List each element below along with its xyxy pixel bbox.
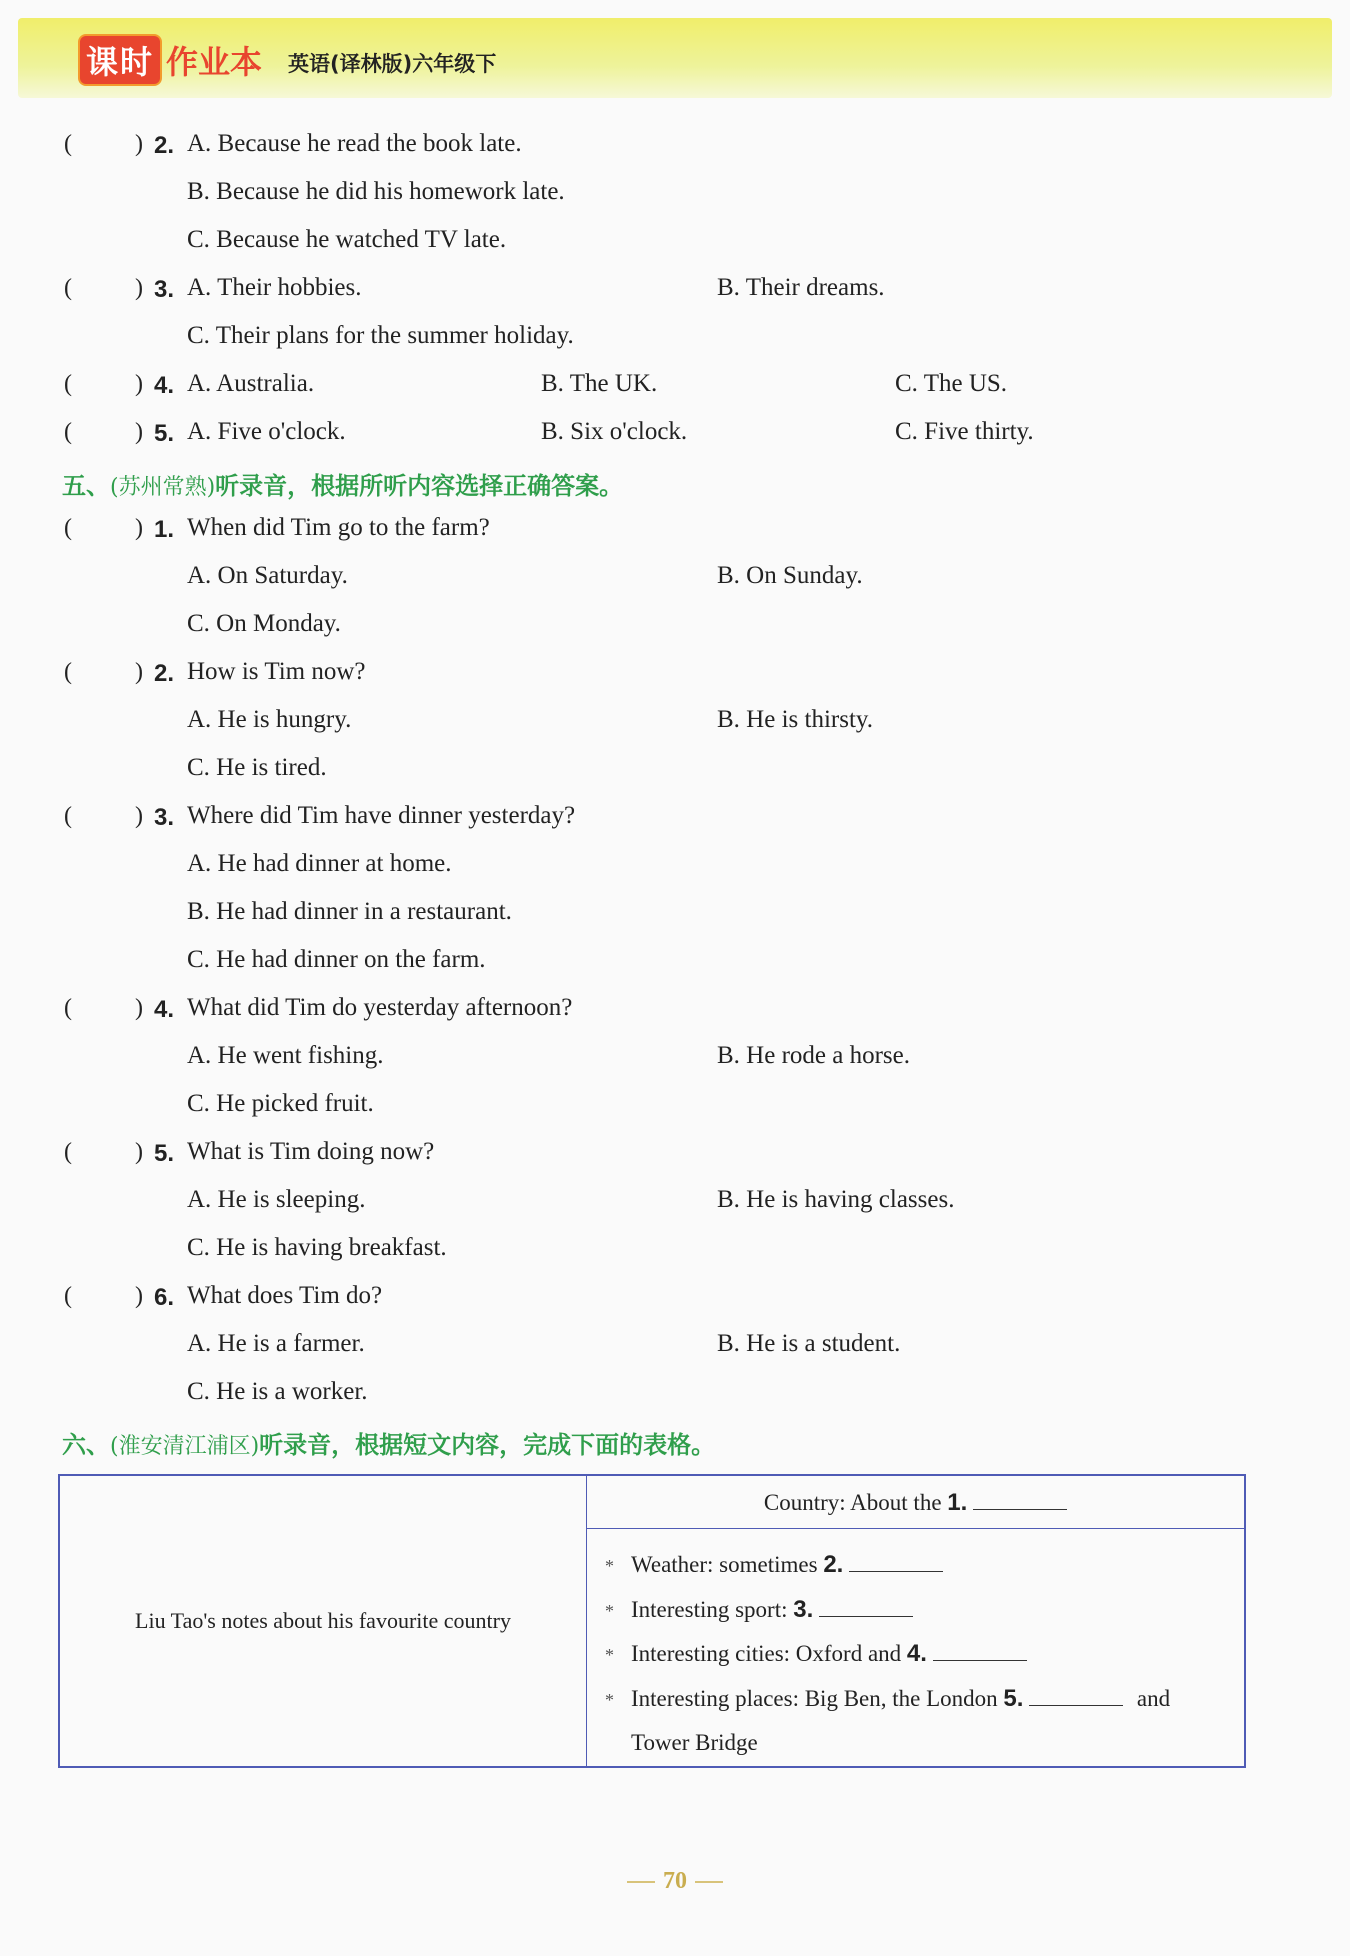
option-b: B. He is having classes. (717, 1186, 955, 1213)
item-label: Interesting cities: Oxford and (631, 1641, 902, 1666)
item-label: Interesting places: Big Ben, the London (631, 1685, 998, 1711)
option-c: C. The US. (895, 370, 1008, 397)
brand-logo-zuoyeben: 作业本 (166, 43, 263, 81)
notes-item-places-continued (605, 1721, 1244, 1766)
notes-item-places (605, 1677, 1244, 1722)
blank-number: 4. (906, 1640, 927, 1667)
answer-paren-open: ( (64, 131, 72, 157)
question-text: Where did Tim have dinner yesterday? (187, 802, 576, 829)
section-location: (淮安清江浦区) (110, 1434, 260, 1459)
notes-title-cell (59, 1475, 587, 1767)
question-number: 5. (154, 420, 175, 447)
answer-paren-open: ( (64, 371, 72, 397)
answer-paren-open: ( (64, 275, 72, 301)
option-a: A. He is a farmer. (187, 1330, 365, 1357)
option-b: B. Their dreams. (717, 274, 885, 301)
asterisk-icon: * (605, 1689, 614, 1710)
option-a: A. He went fishing. (187, 1042, 384, 1069)
question-number: 6. (154, 1284, 175, 1311)
answer-paren-close: ) (135, 1283, 143, 1309)
item-label: Tower Bridge (631, 1730, 758, 1755)
blank-number: 2. (823, 1551, 844, 1578)
page-number-dash-left (627, 1881, 655, 1883)
section-5-heading (62, 466, 623, 501)
option-b: B. Because he did his homework late. (187, 178, 565, 205)
option-c: C. Because he watched TV late. (187, 226, 507, 253)
question-number: 3. (154, 804, 175, 831)
question-text: How is Tim now? (187, 658, 366, 685)
answer-paren-close: ) (135, 995, 143, 1021)
blank-number: 5. (1003, 1684, 1024, 1712)
answer-blank-3[interactable] (819, 1594, 913, 1617)
option-c: C. Their plans for the summer holiday. (187, 322, 574, 349)
option-a: A. Their hobbies. (187, 274, 362, 301)
option-a: A. He is sleeping. (187, 1186, 366, 1213)
notes-item-sport (605, 1588, 1244, 1633)
option-b: B. On Sunday. (717, 562, 863, 589)
notes-table (58, 1474, 1246, 1768)
answer-blank-5[interactable] (1029, 1683, 1123, 1706)
section-prefix: 六、 (62, 1431, 110, 1459)
answer-paren-open: ( (64, 995, 72, 1021)
item-label: Interesting sport: (631, 1596, 788, 1622)
option-a: A. Five o'clock. (187, 418, 346, 445)
answer-paren-open: ( (64, 1139, 72, 1165)
answer-paren-close: ) (135, 371, 143, 397)
question-text: What is Tim doing now? (187, 1138, 435, 1165)
question-number: 3. (154, 276, 175, 303)
option-b: B. The UK. (541, 370, 658, 397)
answer-blank-4[interactable] (933, 1638, 1027, 1661)
notes-item-cities (605, 1632, 1244, 1677)
asterisk-icon: * (605, 1556, 614, 1576)
question-number: 5. (154, 1140, 175, 1167)
answer-blank-1[interactable] (973, 1487, 1067, 1510)
section-6-heading (62, 1425, 715, 1460)
notes-items-cell (587, 1529, 1246, 1767)
question-number: 2. (154, 132, 175, 159)
notes-item-weather (605, 1543, 1244, 1588)
option-a: A. He had dinner at home. (187, 850, 452, 877)
blank-number: 1. (947, 1489, 968, 1516)
option-c: C. He is tired. (187, 754, 327, 781)
country-label: Country: About the (763, 1490, 942, 1515)
answer-paren-open: ( (64, 659, 72, 685)
answer-paren-close: ) (135, 515, 143, 541)
asterisk-icon: * (605, 1600, 614, 1621)
answer-paren-close: ) (135, 803, 143, 829)
question-number: 4. (154, 996, 175, 1023)
section-prefix: 五、 (62, 472, 110, 500)
blank-number: 3. (793, 1595, 814, 1623)
answer-paren-open: ( (64, 1283, 72, 1309)
option-c: C. On Monday. (187, 610, 341, 637)
question-text: What does Tim do? (187, 1282, 383, 1309)
option-b: B. Six o'clock. (541, 418, 688, 445)
answer-blank-2[interactable] (849, 1549, 943, 1572)
question-number: 2. (154, 660, 175, 687)
option-a: A. Australia. (187, 370, 315, 397)
answer-paren-close: ) (135, 275, 143, 301)
section-location: (苏州常熟) (110, 475, 216, 500)
option-b: B. He is a student. (717, 1330, 901, 1357)
option-c: C. He is having breakfast. (187, 1234, 447, 1261)
question-text: What did Tim do yesterday afternoon? (187, 994, 573, 1021)
brand-logo-keshi: 课时 (80, 36, 160, 84)
answer-paren-close: ) (135, 1139, 143, 1165)
page-number (600, 1868, 750, 1895)
question-text: When did Tim go to the farm? (187, 514, 490, 541)
option-a: A. He is hungry. (187, 706, 352, 733)
page-number-dash-right (695, 1881, 723, 1883)
question-number: 4. (154, 372, 175, 399)
answer-paren-open: ( (64, 803, 72, 829)
option-b: B. He rode a horse. (717, 1042, 910, 1069)
option-a: A. Because he read the book late. (187, 130, 522, 157)
answer-paren-close: ) (135, 131, 143, 157)
page-number-text: 70 (663, 1868, 687, 1894)
notes-title: Liu Tao's notes about his favourite country (135, 1607, 511, 1633)
answer-paren-open: ( (64, 515, 72, 541)
option-b: B. He is thirsty. (717, 706, 874, 733)
option-c: C. He picked fruit. (187, 1090, 374, 1117)
answer-paren-close: ) (135, 659, 143, 685)
option-c: C. Five thirty. (895, 418, 1034, 445)
item-suffix: and (1136, 1685, 1171, 1711)
asterisk-icon: * (605, 1645, 614, 1665)
answer-paren-open: ( (64, 419, 72, 445)
option-a: A. On Saturday. (187, 562, 348, 589)
option-c: C. He is a worker. (187, 1378, 368, 1405)
item-label: Weather: sometimes (631, 1552, 818, 1577)
country-cell (587, 1475, 1246, 1529)
answer-paren-close: ) (135, 419, 143, 445)
option-c: C. He had dinner on the farm. (187, 946, 486, 973)
section-instruction: 听录音，根据短文内容，完成下面的表格。 (259, 1431, 716, 1459)
question-number: 1. (154, 516, 175, 543)
section-instruction: 听录音，根据所听内容选择正确答案。 (215, 472, 624, 500)
book-brand (80, 36, 496, 84)
option-b: B. He had dinner in a restaurant. (187, 898, 512, 925)
book-subtitle: 英语(译林版)六年级下 (288, 52, 497, 76)
